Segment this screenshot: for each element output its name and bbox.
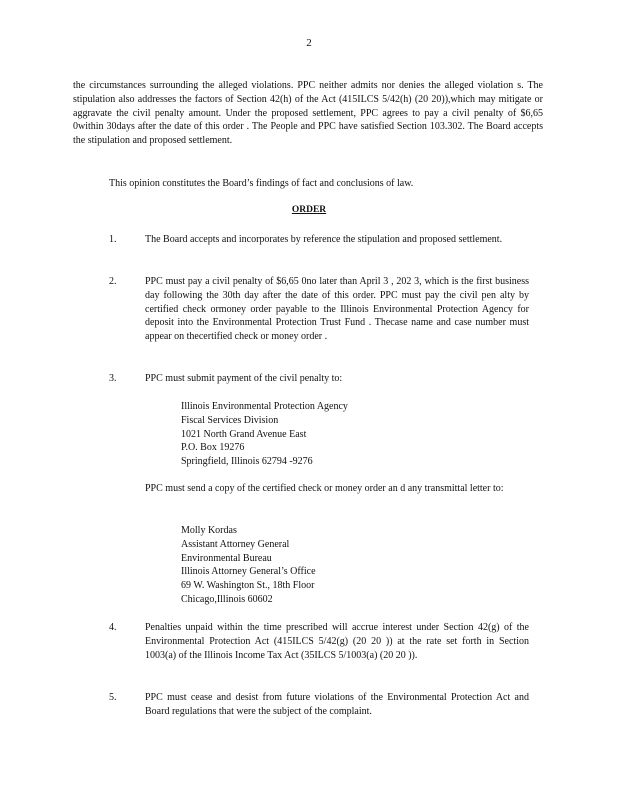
order-item-text: PPC must cease and desist from future violations of the Environmental Protection Act and Board regulations that were the subject of the complaint. — [145, 692, 529, 717]
address-line: Chicago,Illinois 60602 — [181, 593, 273, 605]
address-line: Springfield, Illinois 62794 -9276 — [181, 456, 313, 468]
item-number: 3. — [109, 373, 117, 384]
order-item-text: PPC must pay a civil penalty of $6,65 0no later than April 3 , 202 3, which is the first business day following the 30th day after the date of this order. PPC must pay the civil pen alty by certified check ormoney order payable to the Illinois Environmental Protection Agency for deposit into the Environmental Protection Trust Fund . Thecase name and case number must appear on thecertified check or money order . — [145, 276, 529, 343]
page-number: 2 — [306, 37, 312, 49]
item-number: 1. — [109, 234, 117, 245]
order-heading: ORDER — [291, 205, 327, 215]
address-line: Illinois Environmental Protection Agency — [181, 401, 348, 412]
item-number: 4. — [109, 622, 117, 633]
copy-address — [181, 524, 316, 607]
order-item-text: The Board accepts and incorporates by reference the stipulation and proposed settlement. — [145, 234, 503, 245]
item-number: 5. — [109, 692, 117, 703]
order-item-text: Penalties unpaid within the time prescribed will accrue interest under Section 42(g) of the Environmental Protection Act (415ILCS 5/42(g) (20 20 )) at the rate set forth in Section 1003(a) of the Illinois Income Tax Act (35ILCS 5/1003(a) (20 20 )). — [145, 622, 529, 661]
opinion-sentence: This opinion constitutes the Board’s findings of fact and conclusions of law. — [109, 178, 414, 189]
payment-address — [181, 400, 348, 469]
address-line: 69 W. Washington St., 18th Floor — [181, 580, 315, 592]
address-line: Molly Kordas — [181, 525, 237, 536]
address-line: Illinois Attorney General’s Office — [181, 566, 316, 578]
address-line: Assistant Attorney General — [181, 538, 290, 550]
copy-instruction: PPC must send a copy of the certified check or money order an d any transmittal letter to: — [145, 483, 504, 494]
order-item-text: PPC must submit payment of the civil penalty to: — [145, 373, 343, 384]
address-line: Environmental Bureau — [181, 552, 272, 564]
address-line: 1021 North Grand Avenue East — [181, 428, 307, 440]
item-number: 2. — [109, 276, 117, 287]
intro-paragraph: the circumstances surrounding the alleged violations. PPC neither admits nor denies the alleged violation s. The stipulation also addresses the factors of Section 42(h) of the Act (415ILCS 5/42(h) (20 20)),which may mitigate or aggravate the civil penalty amount. Under the proposed settlement, PPC agrees to pay a civil penalty of $6,65 0within 30days after the date of this order . The People and PPC have satisfied Section 103.302. The Board accepts the stipulation and proposed settlement. — [73, 80, 543, 147]
address-line: P.O. Box 19276 — [181, 442, 245, 454]
address-line: Fiscal Services Division — [181, 414, 279, 426]
